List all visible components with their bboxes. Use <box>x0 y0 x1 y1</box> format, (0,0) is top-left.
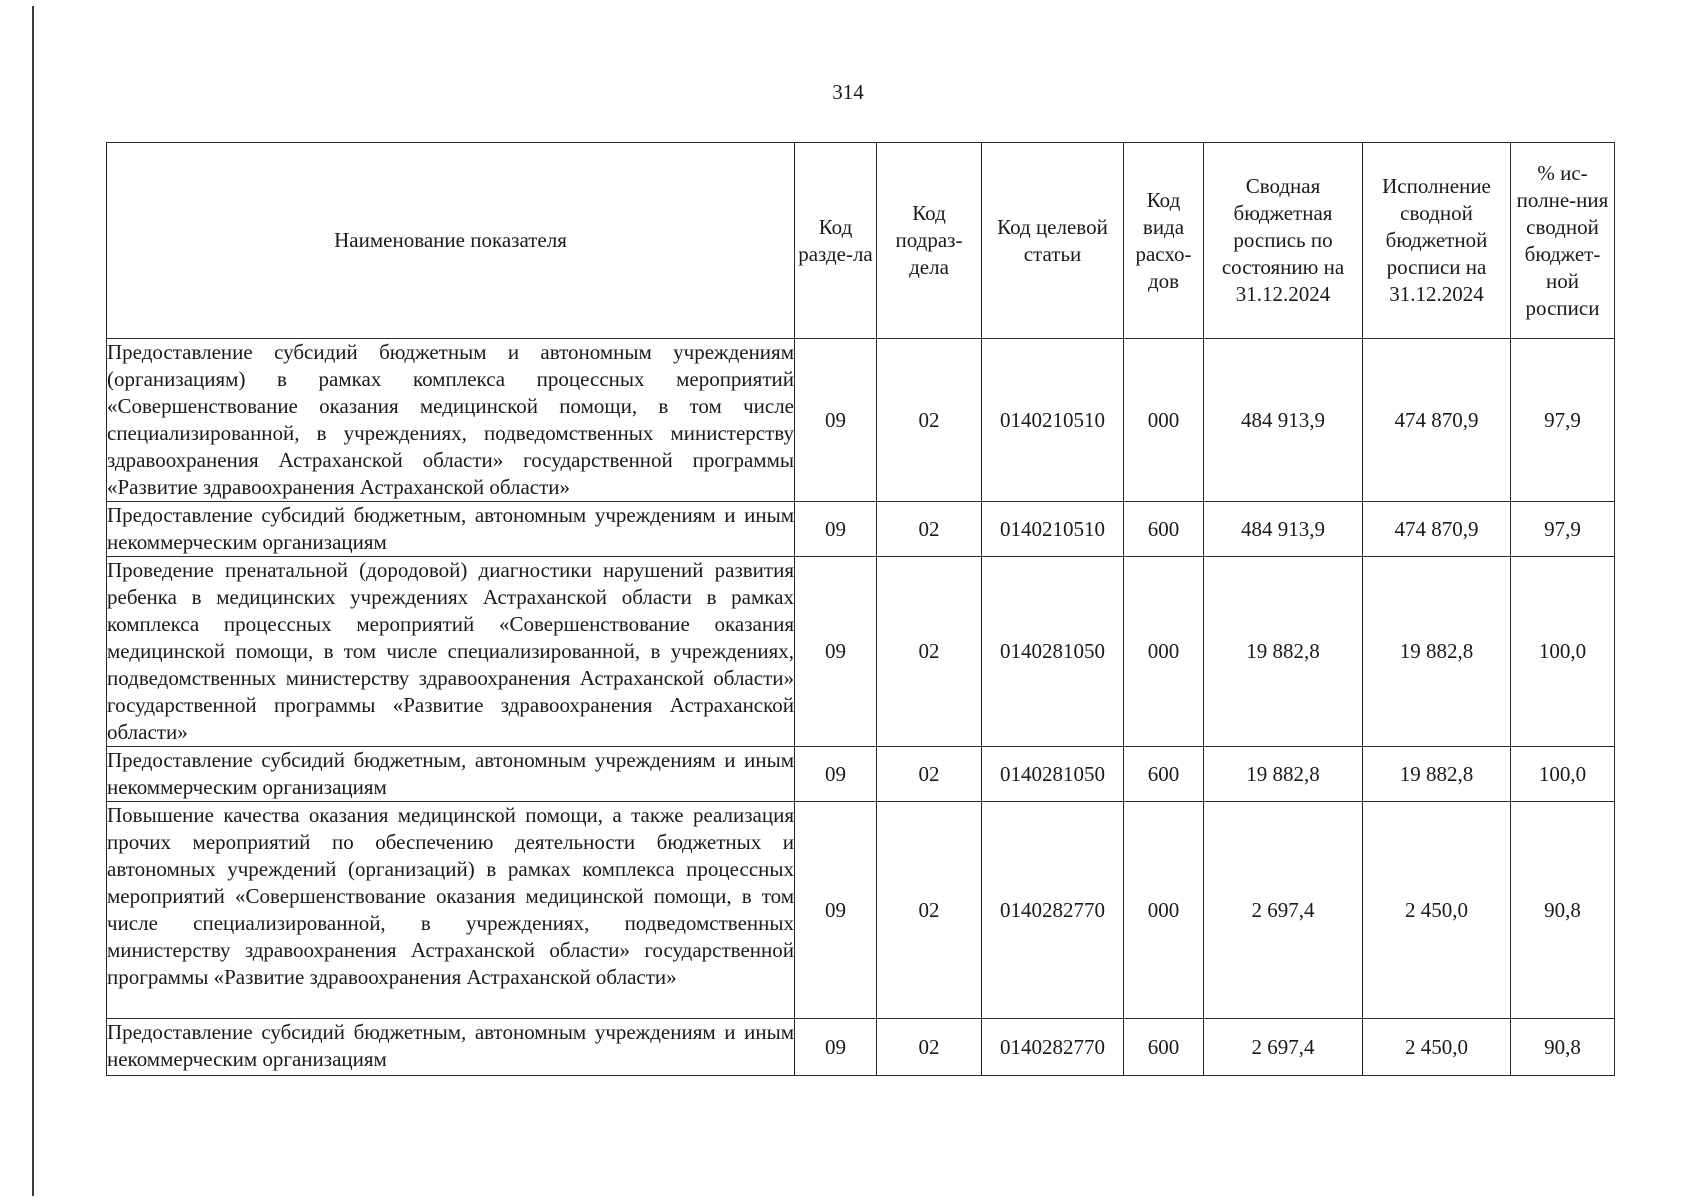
table-row <box>107 747 1615 802</box>
table-row <box>107 802 1615 1019</box>
subsection-code: 02 <box>877 557 982 747</box>
section-code: 09 <box>795 339 877 502</box>
expense-type-code: 600 <box>1124 747 1204 802</box>
indicator-name: Повышение качества оказания медицинской помощи, а также реализация прочих мероприятий по обеспечению деятельности бюджетных и автономных учреждений (организаций) в рамках комплекса процессных мероприятий «Совершенствование оказания медицинской помощи, в том числе специализированной, в учреждениях, подведомственных министерству здравоохранения Астраханской области» государственной программы «Развитие здравоохранения Астраханской области» <box>107 802 795 1019</box>
table-row <box>107 339 1615 502</box>
header-target-item-code: Код целевой статьи <box>982 143 1124 339</box>
table-row <box>107 502 1615 557</box>
execution-amount: 2 450,0 <box>1363 1019 1511 1076</box>
table-row <box>107 557 1615 747</box>
subsection-code: 02 <box>877 502 982 557</box>
expense-type-code: 000 <box>1124 339 1204 502</box>
section-code: 09 <box>795 502 877 557</box>
header-execution-percent: % ис-полне-ния сводной бюджет-ной росписи <box>1511 143 1615 339</box>
page-binding-line <box>32 6 34 1196</box>
execution-percent: 90,8 <box>1511 1019 1615 1076</box>
section-code: 09 <box>795 1019 877 1076</box>
expense-type-code: 600 <box>1124 502 1204 557</box>
expense-type-code: 000 <box>1124 557 1204 747</box>
execution-percent: 97,9 <box>1511 502 1615 557</box>
target-item-code: 0140281050 <box>982 557 1124 747</box>
indicator-name: Проведение пренатальной (дородовой) диагностики нарушений развития ребенка в медицинских учреждениях Астраханской области в рамках комплекса процессных мероприятий «Совершенствование оказания медицинской помощи, в том числе специализированной, в учреждениях, подведомственных министерству здравоохранения Астраханской области» государственной программы «Развитие здравоохранения Астраханской области» <box>107 557 795 747</box>
execution-percent: 100,0 <box>1511 747 1615 802</box>
execution-percent: 97,9 <box>1511 339 1615 502</box>
budget-schedule-amount: 19 882,8 <box>1204 747 1363 802</box>
section-code: 09 <box>795 747 877 802</box>
header-expense-type-code: Код вида расхо-дов <box>1124 143 1204 339</box>
table-row <box>107 1019 1615 1076</box>
header-subsection-code: Код подраз-дела <box>877 143 982 339</box>
budget-execution-table <box>106 142 1615 1076</box>
execution-amount: 19 882,8 <box>1363 747 1511 802</box>
subsection-code: 02 <box>877 1019 982 1076</box>
header-indicator-name: Наименование показателя <box>107 143 795 339</box>
section-code: 09 <box>795 557 877 747</box>
target-item-code: 0140210510 <box>982 339 1124 502</box>
target-item-code: 0140210510 <box>982 502 1124 557</box>
table-header-row <box>107 143 1615 339</box>
execution-percent: 90,8 <box>1511 802 1615 1019</box>
budget-schedule-amount: 2 697,4 <box>1204 1019 1363 1076</box>
subsection-code: 02 <box>877 339 982 502</box>
expense-type-code: 000 <box>1124 802 1204 1019</box>
target-item-code: 0140281050 <box>982 747 1124 802</box>
execution-amount: 19 882,8 <box>1363 557 1511 747</box>
indicator-name: Предоставление субсидий бюджетным, автономным учреждениям и иным некоммерческим организациям <box>107 747 795 802</box>
execution-amount: 2 450,0 <box>1363 802 1511 1019</box>
execution-amount: 474 870,9 <box>1363 339 1511 502</box>
execution-amount: 474 870,9 <box>1363 502 1511 557</box>
budget-schedule-amount: 484 913,9 <box>1204 339 1363 502</box>
indicator-name: Предоставление субсидий бюджетным, автономным учреждениям и иным некоммерческим организациям <box>107 1019 795 1076</box>
subsection-code: 02 <box>877 747 982 802</box>
execution-percent: 100,0 <box>1511 557 1615 747</box>
target-item-code: 0140282770 <box>982 802 1124 1019</box>
expense-type-code: 600 <box>1124 1019 1204 1076</box>
budget-schedule-amount: 2 697,4 <box>1204 802 1363 1019</box>
budget-schedule-amount: 484 913,9 <box>1204 502 1363 557</box>
subsection-code: 02 <box>877 802 982 1019</box>
budget-schedule-amount: 19 882,8 <box>1204 557 1363 747</box>
indicator-name: Предоставление субсидий бюджетным и автономным учреждениям (организациям) в рамках комплекса процессных мероприятий «Совершенствование оказания медицинской помощи, в том числе специализированной, в учреждениях, подведомственных министерству здравоохранения Астраханской области» государственной программы «Развитие здравоохранения Астраханской области» <box>107 339 795 502</box>
page-number: 314 <box>832 80 864 104</box>
header-budget-execution: Исполнение сводной бюджетной росписи на 31.12.2024 <box>1363 143 1511 339</box>
section-code: 09 <box>795 802 877 1019</box>
indicator-name: Предоставление субсидий бюджетным, автономным учреждениям и иным некоммерческим организациям <box>107 502 795 557</box>
header-section-code: Код разде-ла <box>795 143 877 339</box>
target-item-code: 0140282770 <box>982 1019 1124 1076</box>
header-budget-schedule: Сводная бюджетная роспись по состоянию на 31.12.2024 <box>1204 143 1363 339</box>
